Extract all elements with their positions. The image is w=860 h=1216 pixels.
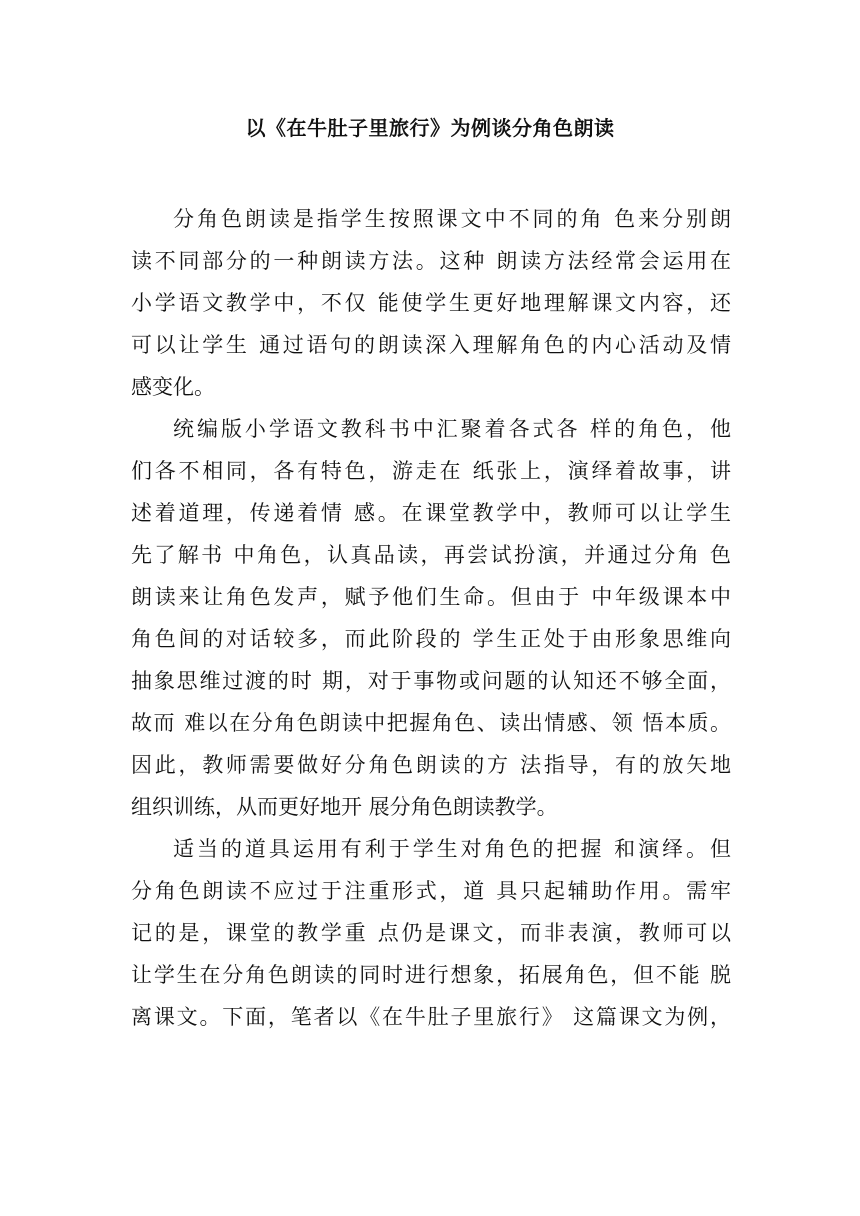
text-line: 感变化。 bbox=[131, 375, 215, 399]
text-line: 分角色朗读不应过于注重形式，道 具只起辅助作用。需牢 bbox=[131, 879, 731, 903]
paragraph-1 bbox=[131, 198, 731, 408]
text-line: 朗读来让角色发声，赋予他们生命。但由于 中年级课本中 bbox=[131, 585, 731, 609]
text-line: 适当的道具运用有利于学生对角色的把握 和演绎。但 bbox=[173, 837, 731, 861]
document-title: 以《在牛肚子里旅行》为例谈分角色朗读 bbox=[245, 116, 615, 140]
text-line: 故而 难以在分角色朗读中把握角色、读出情感、领 悟本质。 bbox=[131, 711, 731, 735]
text-line: 述着道理，传递着情 感。在课堂教学中，教师可以让学生 bbox=[131, 501, 731, 525]
text-line: 记的是，课堂的教学重 点仍是课文，而非表演，教师可以 bbox=[131, 921, 731, 945]
text-line: 小学语文教学中，不仅 能使学生更好地理解课文内容，还 bbox=[131, 291, 731, 315]
document-body bbox=[131, 198, 731, 1038]
paragraph-2 bbox=[131, 408, 731, 828]
text-line: 分角色朗读是指学生按照课文中不同的角 色来分别朗 bbox=[173, 207, 731, 231]
text-line: 统编版小学语文教科书中汇聚着各式各 样的角色，他 bbox=[173, 417, 731, 441]
text-line: 让学生在分角色朗读的同时进行想象，拓展角色，但不能 脱 bbox=[131, 963, 731, 987]
text-line: 读不同部分的一种朗读方法。这种 朗读方法经常会运用在 bbox=[131, 249, 731, 273]
paragraph-3 bbox=[131, 828, 731, 1038]
text-line: 角色间的对话较多，而此阶段的 学生正处于由形象思维向 bbox=[131, 627, 731, 651]
text-line: 先了解书 中角色，认真品读，再尝试扮演，并通过分角 色 bbox=[131, 543, 731, 567]
text-line: 离课文。下面，笔者以《在牛肚子里旅行》 这篇课文为例， bbox=[131, 1005, 731, 1029]
text-line: 可以让学生 通过语句的朗读深入理解角色的内心活动及情 bbox=[131, 333, 731, 357]
text-line: 组织训练，从而更好地开 展分角色朗读教学。 bbox=[131, 795, 558, 819]
text-line: 抽象思维过渡的时 期，对于事物或问题的认知还不够全面， bbox=[131, 669, 731, 693]
text-line: 们各不相同，各有特色，游走在 纸张上，演绎着故事，讲 bbox=[131, 459, 731, 483]
text-line: 因此，教师需要做好分角色朗读的方 法指导，有的放矢地 bbox=[131, 753, 731, 777]
